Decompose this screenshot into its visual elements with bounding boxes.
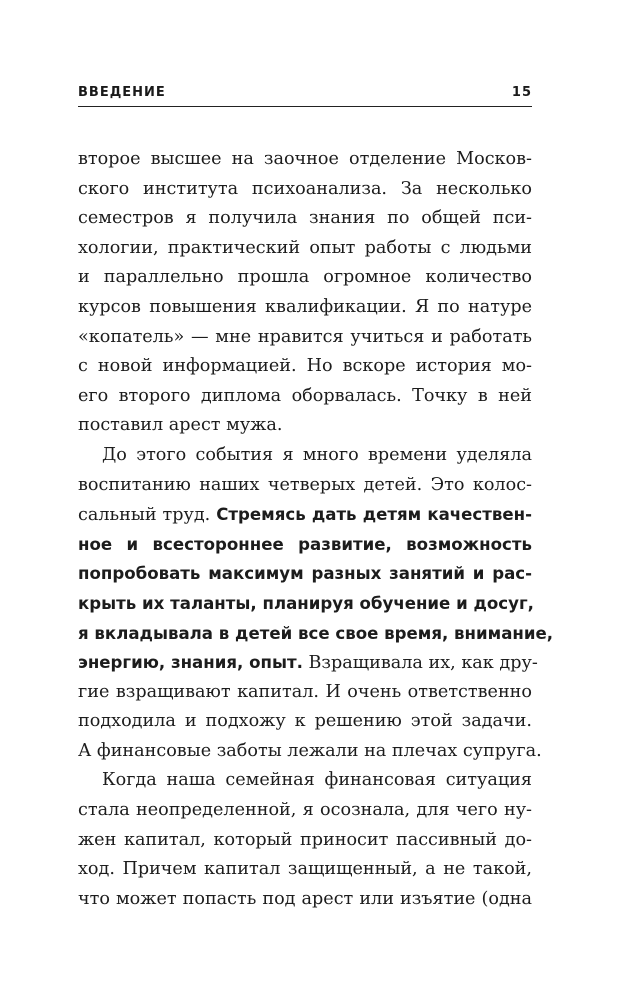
text-line: гие взращивают капитал. И очень ответственно (78, 681, 532, 702)
text-line: подходила и подхожу к решению этой задачи. (78, 711, 532, 732)
text-line: воспитанию наших четверых детей. Это колос- (78, 474, 532, 495)
text-line: второе высшее на заочное отделение Москов- (78, 149, 532, 169)
text-line: Когда наша семейная финансовая ситуация (102, 770, 532, 791)
bold-text-line: я вкладывала в детей все свое время, внимание, (78, 623, 554, 643)
text-span: сальный труд. (78, 505, 217, 526)
running-header (78, 83, 532, 105)
text-line: поставил арест мужа. (78, 415, 283, 436)
bold-text-line: ное и всестороннее развитие, возможность (78, 534, 532, 554)
section-title: ВВЕДЕНИЕ (78, 85, 166, 100)
text-line (78, 500, 532, 530)
bold-text-span: энергию, знания, опыт. (78, 653, 303, 673)
text-line: хологии, практический опыт работы с людьми (78, 237, 532, 258)
text-line: жен капитал, который приносит пассивный до- (78, 829, 532, 850)
text-line: его второго диплома оборвалась. Точку в ней (78, 385, 532, 406)
text-line: ход. Причем капитал защищенный, а не такой, (78, 859, 532, 880)
text-line: До этого события я много времени уделяла (102, 444, 532, 465)
text-line: что может попасть под арест или изъятие (одна (78, 888, 532, 909)
text-span: Взращивала их, как дру- (302, 653, 538, 674)
text-line: «копатель» — мне нравится учиться и работать (78, 326, 532, 347)
text-line: стала неопределенной, я осознала, для чего ну- (78, 800, 532, 821)
text-line: курсов повышения квалификации. Я по натуре (78, 296, 532, 317)
bold-text-span: Стремясь дать детям качествен- (216, 505, 532, 525)
text-line: ского института психоанализа. За несколько (78, 178, 532, 199)
page-number: 15 (511, 85, 532, 100)
text-line: с новой информацией. Но вскоре история мо- (78, 356, 532, 377)
bold-text-line: крыть их таланты, планируя обучение и досуг, (78, 593, 534, 613)
text-line: А финансовые заботы лежали на плечах супруга. (78, 740, 542, 761)
bold-text-line: попробовать максимум разных занятий и рас- (78, 564, 532, 584)
text-line (78, 648, 538, 678)
text-line: и параллельно прошла огромное количество (78, 267, 532, 288)
header-rule (78, 106, 532, 107)
text-line: семестров я получила знания по общей пси- (78, 208, 532, 229)
body-text (78, 145, 554, 914)
